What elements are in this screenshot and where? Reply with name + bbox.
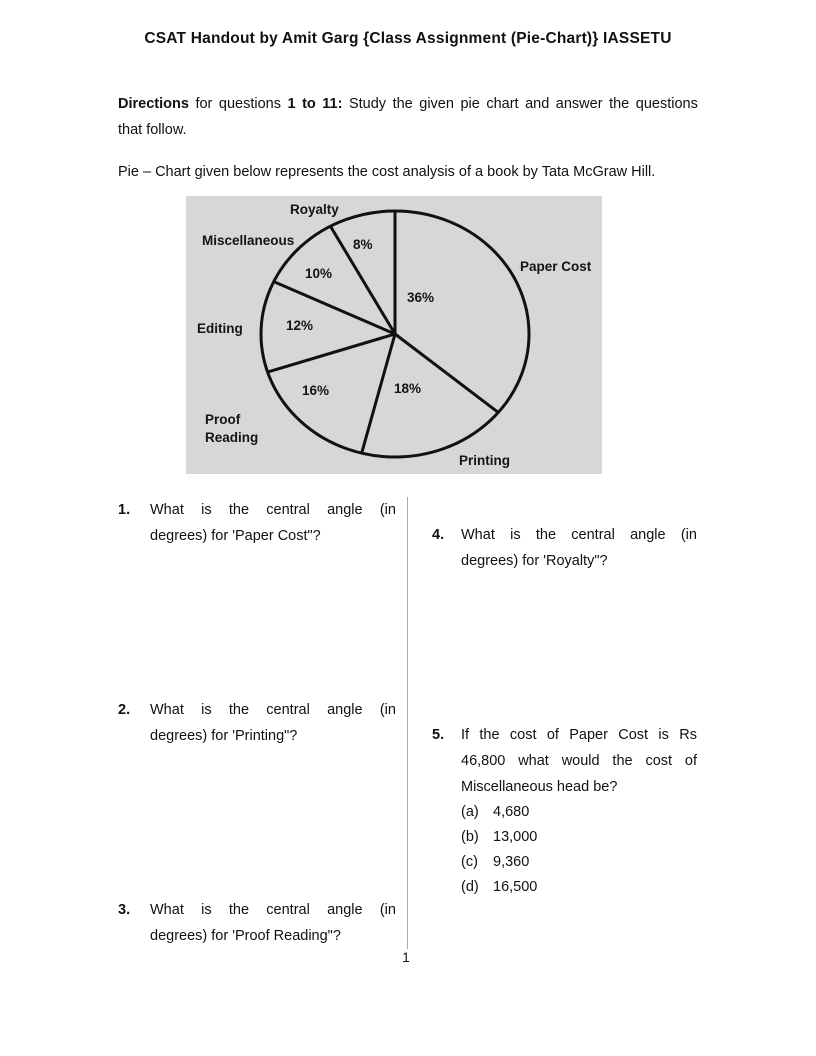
option-c-value: 9,360 [493,854,530,870]
document-title: CSAT Handout by Amit Garg {Class Assignment (Pie-Chart)} IASSETU [144,30,672,47]
question-1-line1: What is the central angle (in [150,502,396,518]
directions-paragraph [118,91,698,143]
pie-pct-printing: 18% [394,381,422,396]
question-2-number: 2. [118,702,131,718]
pie-label-printing: Printing [459,453,510,468]
question-3 [118,897,396,949]
question-5-line3: Miscellaneous head be? [461,779,618,795]
pie-chart [186,196,602,474]
pie-label-editing: Editing [197,321,243,336]
option-a-key: (a) [461,804,479,820]
question-1-number: 1. [118,502,131,518]
option-c [461,850,697,875]
pie-label-proof-reading: Proof Reading [205,412,259,445]
question-3-line2: degrees) for 'Proof Reading"? [150,928,341,944]
option-b [461,825,697,850]
directions-line2: that follow. [118,122,187,138]
option-a-value: 4,680 [493,804,530,820]
chart-caption: Pie – Chart given below represents the cost analysis of a book by Tata McGraw Hill. [118,164,656,180]
option-d [461,875,697,900]
pie-pct-proof-reading: 16% [302,383,330,398]
question-5-line2: 46,800 what would the cost of [461,753,697,769]
option-a [461,800,697,825]
option-d-value: 16,500 [493,879,538,895]
directions-line1: Directions for questions 1 to 11: Study the given pie chart and answer the questions [118,96,698,112]
question-5-line1: If the cost of Paper Cost is Rs [461,727,697,743]
option-b-value: 13,000 [493,829,538,845]
page-number: 1 [402,950,410,965]
question-5-number: 5. [432,727,445,743]
question-4 [432,522,697,574]
question-1 [118,497,396,549]
column-divider [407,497,408,949]
pie-pct-paper-cost: 36% [407,290,435,305]
question-2 [118,697,396,749]
question-2-line1: What is the central angle (in [150,702,396,718]
pie-label-royalty: Royalty [290,202,339,217]
pie-pct-editing: 12% [286,318,314,333]
option-c-key: (c) [461,854,478,870]
option-d-key: (d) [461,879,479,895]
question-1-line2: degrees) for 'Paper Cost"? [150,528,321,544]
question-2-line2: degrees) for 'Printing"? [150,728,298,744]
question-5-options [461,800,697,900]
pie-label-miscellaneous: Miscellaneous [202,233,295,248]
question-4-line1: What is the central angle (in [461,527,697,543]
question-5 [432,722,697,900]
pie-pct-miscellaneous: 10% [305,266,333,281]
question-3-number: 3. [118,902,131,918]
pie-pct-royalty: 8% [353,237,373,252]
question-4-line2: degrees) for 'Royalty"? [461,553,608,569]
option-b-key: (b) [461,829,479,845]
pie-label-paper-cost: Paper Cost [520,259,592,274]
question-4-number: 4. [432,527,445,543]
question-3-line1: What is the central angle (in [150,902,396,918]
